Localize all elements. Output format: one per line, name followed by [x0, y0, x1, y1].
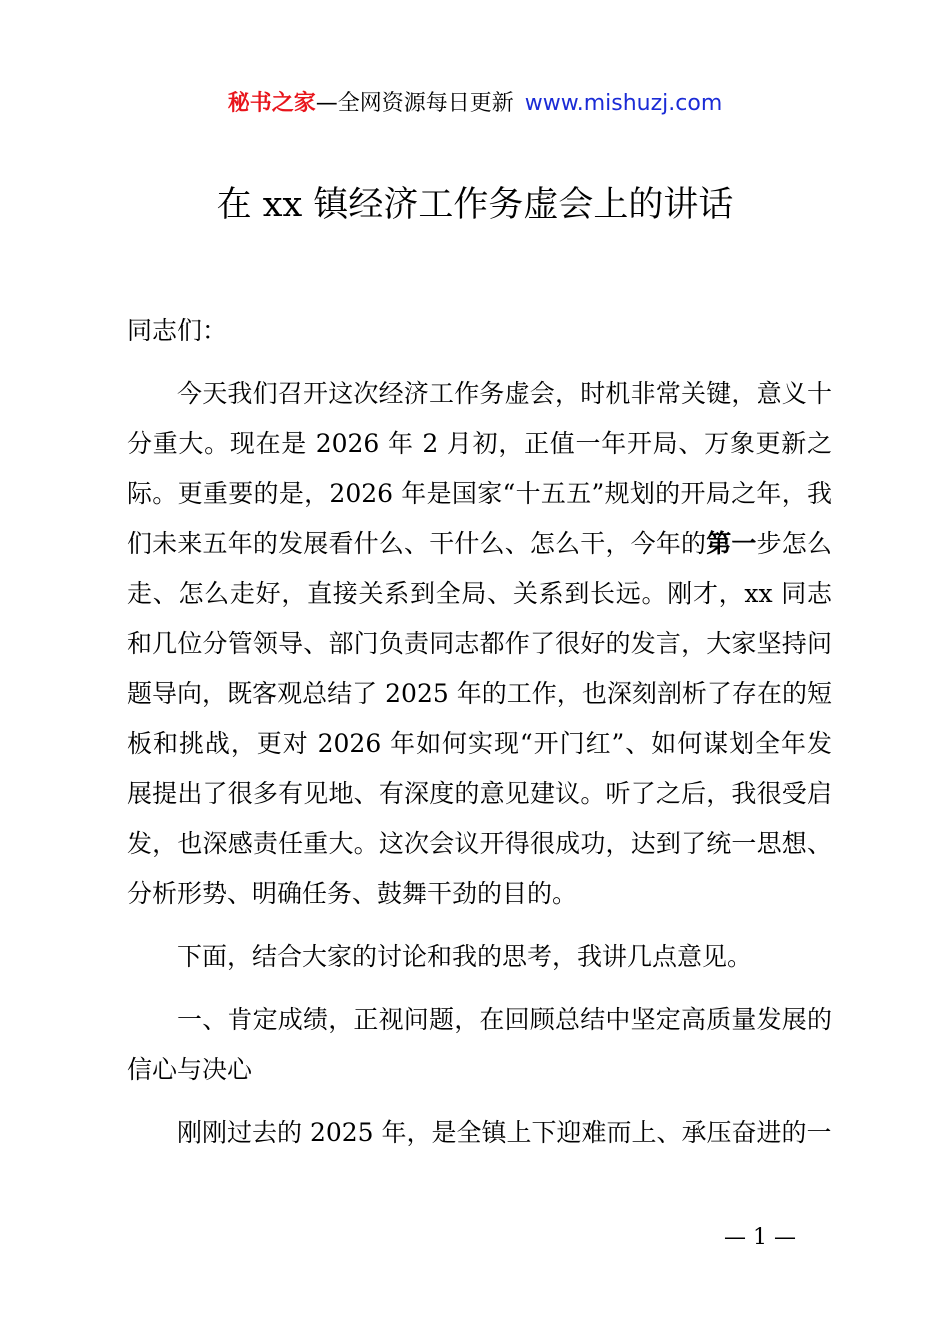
- document-body: [127, 306, 832, 1171]
- paragraph-intro-text-a: 今天我们召开这次经济工作务虚会，时机非常关键，意义十分重大。现在是 2026 年 2 月初，正值一年开局、万象更新之际。更重要的是，2026 年是国家“十五五”规划的开局之年，我们未来五年的发展看什么、干什么、怎么干，今年的: [127, 379, 832, 558]
- page-number: — 1 —: [724, 1225, 796, 1250]
- paragraph-intro: [127, 369, 832, 919]
- site-tagline: —全网资源每日更新: [315, 91, 514, 116]
- site-brand: 秘书之家: [227, 91, 316, 116]
- document-title: 在 xx 镇经济工作务虚会上的讲话: [216, 185, 734, 225]
- section-heading-1: 一、肯定成绩，正视问题，在回顾总结中坚定高质量发展的信心与决心: [127, 1005, 832, 1084]
- paragraph-review: 刚刚过去的 2025 年，是全镇上下迎难而上、承压奋进的一: [177, 1118, 832, 1147]
- salutation: 同志们：: [127, 316, 228, 345]
- paragraph-intro-text-b: 步怎么走、怎么走好，直接关系到全局、关系到长远。刚才，xx 同志和几位分管领导、部门负责同志都作了很好的发言，大家坚持问题导向，既客观总结了 2025 年的工作，也深刻剖析了存在的短板和挑战，更对 2026 年如何实现“开门红”、如何谋划全年发展提出了很多有见地、有深度的意见建议。听了之后，我很受启发，也深感责任重大。这次会议开得很成功，达到了统一思想、分析形势、明确任务、鼓舞干劲的目的。: [127, 529, 832, 908]
- paragraph-intro-bold: 第一: [706, 529, 757, 558]
- site-url-link[interactable]: www.mishuzj.com: [524, 91, 723, 116]
- paragraph-transition: 下面，结合大家的讨论和我的思考，我讲几点意见。: [177, 942, 753, 971]
- site-header: [0, 86, 950, 122]
